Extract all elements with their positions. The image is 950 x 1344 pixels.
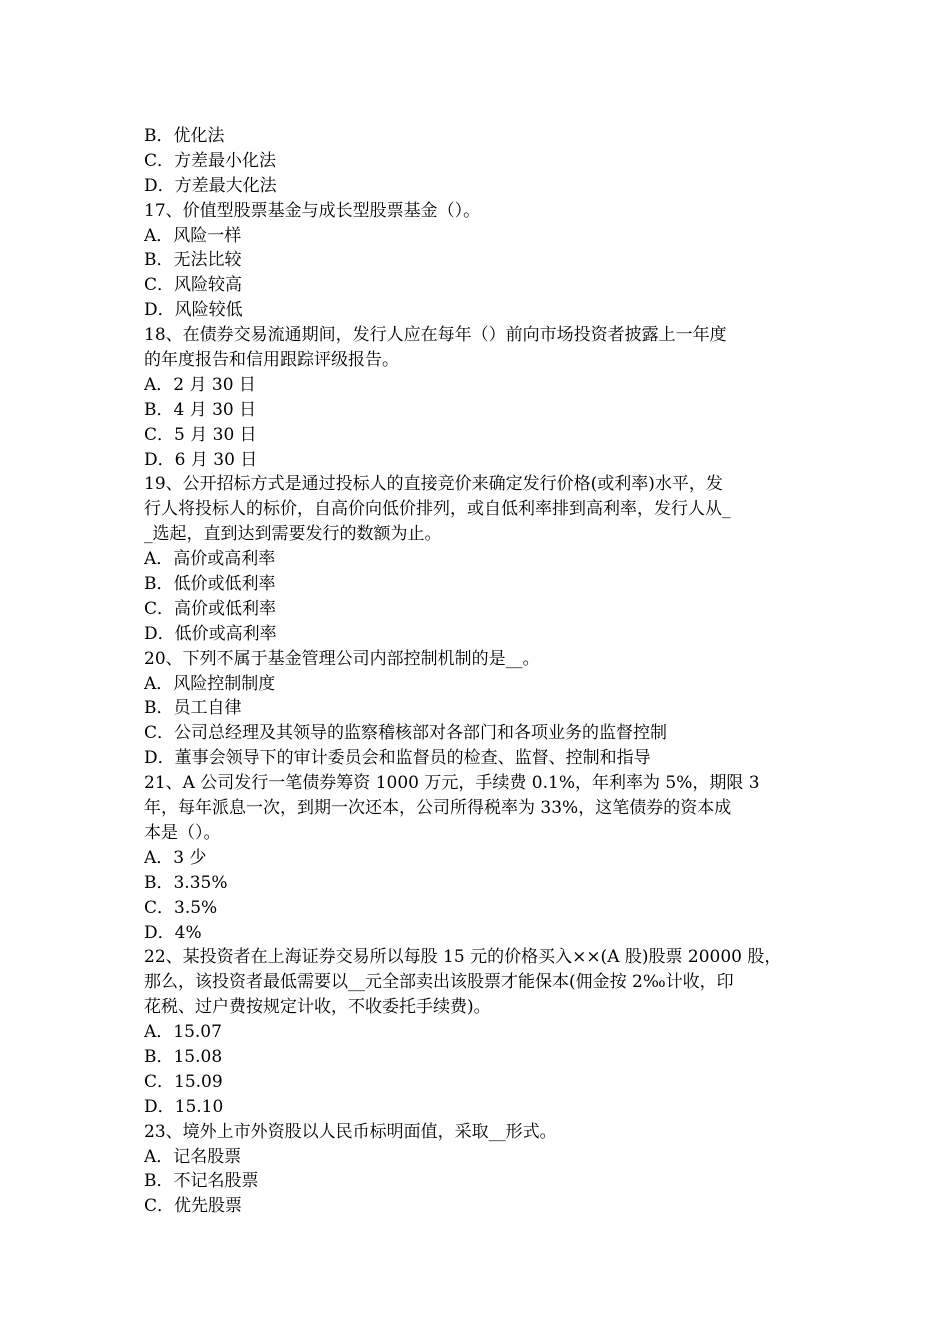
- text-line: B．低价或低利率: [144, 574, 276, 595]
- text-line: A．风险一样: [144, 225, 242, 246]
- text-line: A．记名股票: [144, 1146, 242, 1167]
- question-text: 花税、过户费按规定计收，不收委托手续费)。: [144, 997, 491, 1018]
- text-line: C．公司总经理及其领导的监察稽核部对各部门和各项业务的监督控制: [144, 723, 668, 744]
- text-line: A．2 月 30 日: [144, 374, 256, 395]
- text-line: C．15.09: [144, 1071, 223, 1092]
- text-line: C．方差最小化法: [144, 150, 277, 171]
- question-text: 的年度报告和信用跟踪评级报告。: [144, 350, 399, 371]
- text-line: D．风险较低: [144, 300, 243, 321]
- text-line: D．6 月 30 日: [144, 449, 258, 470]
- question-text: 21、A 公司发行一笔债券筹资 1000 万元，手续费 0.1%，年利率为 5%，期限 3: [144, 773, 760, 794]
- text-line: C．5 月 30 日: [144, 424, 257, 445]
- question-text: 年，每年派息一次，到期一次还本，公司所得税率为 33%，这笔债券的资本成: [144, 798, 732, 819]
- text-line: A．风险控制制度: [144, 673, 276, 694]
- text-line: D．低价或高利率: [144, 623, 277, 644]
- question-text: 19、公开招标方式是通过投标人的直接竞价来确定发行价格(或利率)水平，发: [144, 474, 723, 495]
- text-line: B．15.08: [144, 1046, 223, 1067]
- text-line: A．15.07: [144, 1022, 222, 1043]
- question-text: 22、某投资者在上海证券交易所以每股 15 元的价格买入××(A 股)股票 20000 股，: [144, 947, 782, 968]
- question-text: 23、境外上市外资股以人民币标明面值，采取__形式。: [144, 1121, 557, 1142]
- text-line: B．员工自律: [144, 698, 242, 719]
- text-line: D．董事会领导下的审计委员会和监督员的检查、监督、控制和指导: [144, 748, 651, 769]
- text-line: B．优化法: [144, 126, 225, 146]
- question-text: 本是（）。: [144, 822, 221, 843]
- text-line: C．优先股票: [144, 1196, 243, 1217]
- text-line: C．高价或低利率: [144, 598, 277, 619]
- text-line: C．风险较高: [144, 275, 243, 296]
- text-line: D．15.10: [144, 1096, 224, 1117]
- question-text: 行人将投标人的标价，自高价向低价排列，或自低利率排到高利率，发行人从_: [144, 499, 731, 520]
- document-page: [144, 124, 814, 1219]
- text-line: A．高价或高利率: [144, 549, 276, 570]
- text-line: B．3.35%: [144, 872, 228, 893]
- text-line: B．4 月 30 日: [144, 399, 257, 420]
- question-text: 17、价值型股票基金与成长型股票基金（）。: [144, 200, 481, 221]
- question-text: 18、在债券交易流通期间，发行人应在每年（）前向市场投资者披露上一年度: [144, 325, 727, 346]
- text-line: D．4%: [144, 922, 202, 943]
- question-text: 20、下列不属于基金管理公司内部控制机制的是__。: [144, 648, 540, 669]
- text-line: D．方差最大化法: [144, 175, 277, 196]
- text-line: B．不记名股票: [144, 1171, 259, 1192]
- question-text: 那么，该投资者最低需要以__元全部卖出该股票才能保本(佣金按 2‰计收，印: [144, 972, 734, 993]
- question-text: _选起，直到达到需要发行的数额为止。: [144, 524, 442, 545]
- text-line: B．无法比较: [144, 250, 242, 271]
- text-line: A．3 少: [144, 847, 207, 868]
- text-line: C．3.5%: [144, 897, 218, 918]
